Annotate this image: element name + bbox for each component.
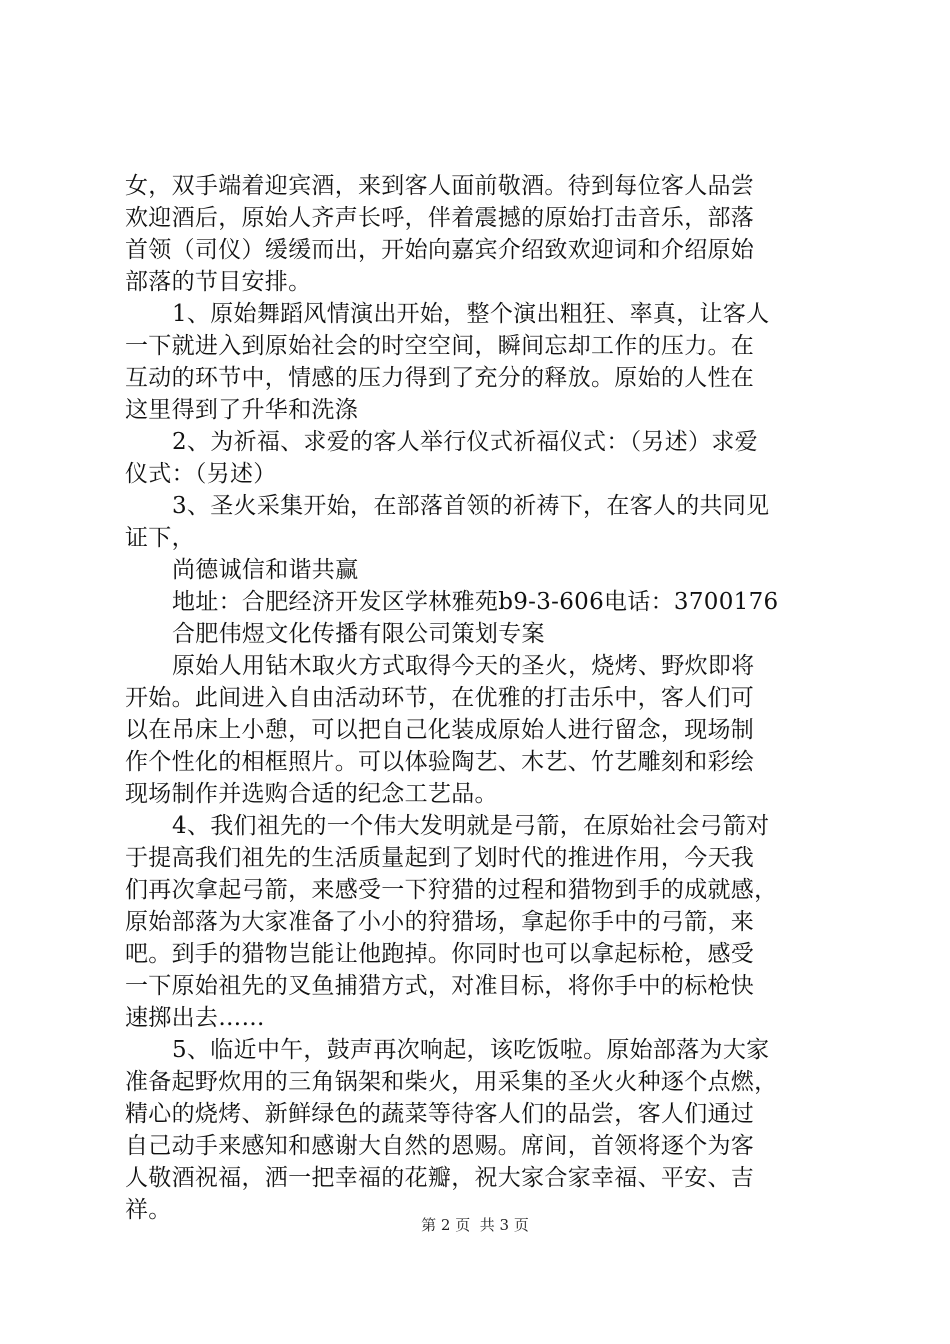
- text-line: 现场制作并选购合适的纪念工艺品。: [125, 781, 498, 807]
- text-line: 首领（司仪）缓缓而出，开始向嘉宾介绍致欢迎词和介绍原始: [125, 237, 755, 263]
- text-line: 女，双手端着迎宾酒，来到客人面前敬酒。待到每位客人品尝: [125, 173, 755, 199]
- address-line: 地址：合肥经济开发区学林雅苑b9-3-606电话：3700176: [172, 589, 779, 615]
- text-line: 人敬酒祝福，洒一把幸福的花瓣，祝大家合家幸福、平安、吉: [125, 1165, 755, 1191]
- text-line: 2、为祈福、求爱的客人举行仪式祈福仪式：（另述）求爱: [172, 429, 758, 455]
- text-line: 证下，: [125, 525, 195, 551]
- text-line: 精心的烧烤、新鲜绿色的蔬菜等待客人们的品尝，客人们通过: [125, 1101, 755, 1127]
- text-line: 速掷出去……: [125, 1005, 265, 1031]
- page-footer: [0, 1215, 950, 1235]
- text-line: 互动的环节中，情感的压力得到了充分的释放。原始的人性在: [125, 365, 755, 391]
- text-line: 5、临近中午，鼓声再次响起，该吃饭啦。原始部落为大家: [172, 1037, 770, 1063]
- text-line: 原始部落为大家准备了小小的狩猎场，拿起你手中的弓箭，来: [125, 909, 755, 935]
- text-line: 于提高我们祖先的生活质量起到了划时代的推进作用，今天我: [125, 845, 755, 871]
- text-line: 开始。此间进入自由活动环节，在优雅的打击乐中，客人们可: [125, 685, 755, 711]
- text-line: 1、原始舞蹈风情演出开始，整个演出粗狂、率真，让客人: [172, 301, 770, 327]
- text-line: 仪式：（另述）: [125, 461, 277, 487]
- text-line: 祥。: [125, 1197, 172, 1223]
- page-number: 第 2 页 共 3 页: [421, 1216, 529, 1234]
- text-line: 一下就进入到原始社会的时空空间，瞬间忘却工作的压力。在: [125, 333, 755, 359]
- text-line: 欢迎酒后，原始人齐声长呼，伴着震撼的原始打击音乐，部落: [125, 205, 755, 231]
- document-body: [125, 170, 835, 1226]
- text-line: 们再次拿起弓箭，来感受一下狩猎的过程和猎物到手的成就感，: [125, 877, 778, 903]
- text-line: 一下原始祖先的叉鱼捕猎方式，对准目标，将你手中的标枪快: [125, 973, 755, 999]
- text-line: 3、圣火采集开始，在部落首领的祈祷下，在客人的共同见: [172, 493, 770, 519]
- text-line: 吧。到手的猎物岂能让他跑掉。你同时也可以拿起标枪，感受: [125, 941, 755, 967]
- company-line: 合肥伟煜文化传播有限公司策划专案: [172, 621, 545, 647]
- text-line: 自己动手来感知和感谢大自然的恩赐。席间，首领将逐个为客: [125, 1133, 755, 1159]
- motto-line: 尚德诚信和谐共赢: [172, 557, 359, 583]
- text-line: 准备起野炊用的三角锅架和柴火，用采集的圣火火种逐个点燃，: [125, 1069, 778, 1095]
- text-line: 以在吊床上小憩，可以把自己化装成原始人进行留念，现场制: [125, 717, 755, 743]
- text-line: 部落的节目安排。: [125, 269, 312, 295]
- text-line: 原始人用钻木取火方式取得今天的圣火，烧烤、野炊即将: [172, 653, 755, 679]
- text-line: 4、我们祖先的一个伟大发明就是弓箭，在原始社会弓箭对: [172, 813, 770, 839]
- text-line: 这里得到了升华和洗涤: [125, 397, 358, 423]
- text-line: 作个性化的相框照片。可以体验陶艺、木艺、竹艺雕刻和彩绘: [125, 749, 755, 775]
